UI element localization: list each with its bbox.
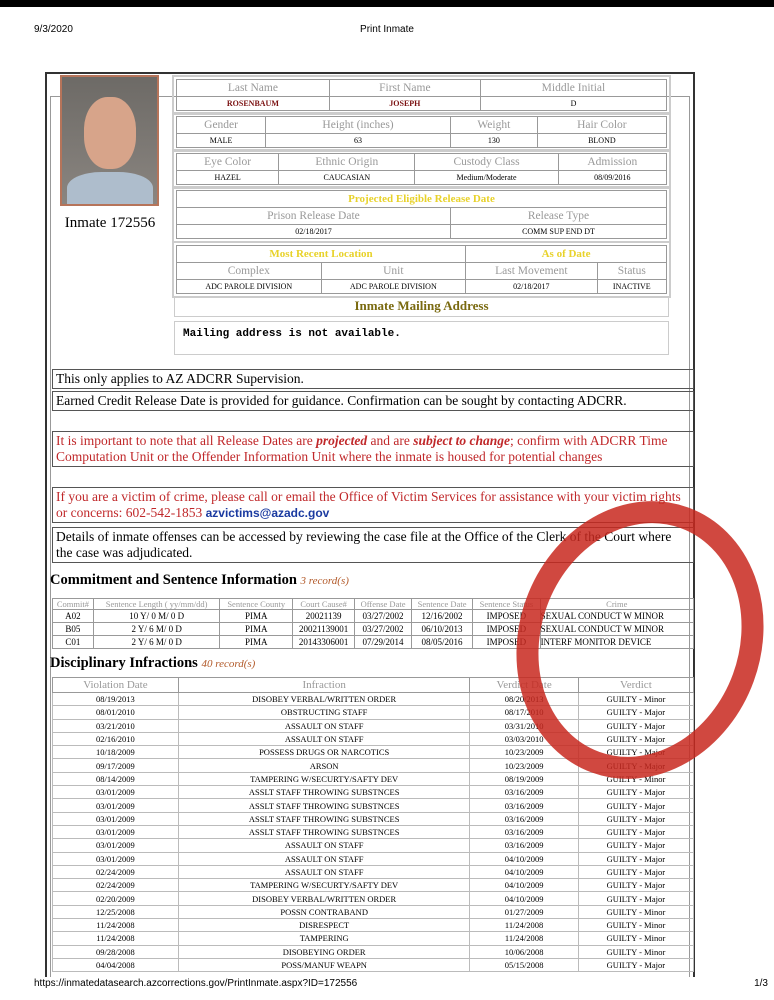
table-cell: OBSTRUCTING STAFF bbox=[178, 706, 470, 719]
table-cell: 20143306001 bbox=[293, 636, 355, 649]
table-cell: SEXUAL CONDUCT W MINOR bbox=[540, 623, 693, 636]
location-title: Most Recent Location bbox=[177, 246, 466, 263]
table-cell: GUILTY - Minor bbox=[578, 945, 693, 958]
table-cell: GUILTY - Minor bbox=[578, 932, 693, 945]
commitment-table bbox=[52, 598, 694, 649]
table-cell: 03/01/2009 bbox=[53, 839, 179, 852]
location-label: Complex bbox=[177, 263, 322, 280]
table-cell: TAMPERING W/SECURTY/SAFTY DEV bbox=[178, 879, 470, 892]
column-header: Sentence County bbox=[220, 599, 293, 610]
table-cell: POSSESS DRUGS OR NARCOTICS bbox=[178, 746, 470, 759]
location-label: Last Movement bbox=[466, 263, 598, 280]
release-table bbox=[172, 186, 671, 243]
table-cell: GUILTY - Minor bbox=[578, 693, 693, 706]
names-label: First Name bbox=[329, 80, 480, 97]
column-header: Crime bbox=[540, 599, 693, 610]
table-cell: 03/16/2009 bbox=[470, 825, 578, 838]
table-cell: 03/16/2009 bbox=[470, 799, 578, 812]
table-cell: 12/25/2008 bbox=[53, 905, 179, 918]
table-cell: 04/04/2008 bbox=[53, 958, 179, 971]
table-cell: ASSLT STAFF THROWING SUBSTNCES bbox=[178, 799, 470, 812]
release-title: Projected Eligible Release Date bbox=[177, 191, 667, 208]
table-cell: 20021139 bbox=[293, 610, 355, 623]
mailing-section bbox=[172, 295, 671, 357]
table-cell: C01 bbox=[53, 636, 94, 649]
table-cell: 07/29/2014 bbox=[355, 636, 412, 649]
physical-label: Height (inches) bbox=[266, 117, 451, 134]
table-row bbox=[53, 919, 694, 932]
footer-url: https://inmatedatasearch.azcorrections.gov/PrintInmate.aspx?ID=172556 bbox=[34, 978, 358, 989]
table-cell: 04/10/2009 bbox=[470, 852, 578, 865]
physical-value: 130 bbox=[450, 134, 537, 148]
table-cell: 11/24/2008 bbox=[470, 919, 578, 932]
infractions-heading: Disciplinary Infractions 40 record(s) bbox=[50, 655, 256, 671]
table-cell: IMPOSED bbox=[473, 636, 540, 649]
class-table bbox=[172, 149, 671, 189]
table-cell: GUILTY - Major bbox=[578, 812, 693, 825]
names-value: ROSENBAUM bbox=[177, 97, 330, 111]
class-label: Ethnic Origin bbox=[279, 154, 415, 171]
column-header: Verdict Date bbox=[470, 678, 578, 693]
class-label: Custody Class bbox=[415, 154, 558, 171]
table-cell: 10/18/2009 bbox=[53, 746, 179, 759]
table-cell: 08/20/2013 bbox=[470, 693, 578, 706]
table-cell: 04/10/2009 bbox=[470, 892, 578, 905]
table-cell: 03/27/2002 bbox=[355, 610, 412, 623]
table-cell: POSS/MANUF WEAPN bbox=[178, 958, 470, 971]
table-cell: ASSAULT ON STAFF bbox=[178, 719, 470, 732]
table-cell: 03/16/2009 bbox=[470, 839, 578, 852]
physical-label: Gender bbox=[177, 117, 266, 134]
release-value: 02/18/2017 bbox=[177, 225, 451, 239]
table-cell: 08/19/2013 bbox=[53, 693, 179, 706]
table-row bbox=[53, 746, 694, 759]
table-cell: 2 Y/ 6 M/ 0 D bbox=[93, 623, 220, 636]
table-cell: 08/17/2010 bbox=[470, 706, 578, 719]
table-cell: DISOBEY VERBAL/WRITTEN ORDER bbox=[178, 892, 470, 905]
table-cell: 09/28/2008 bbox=[53, 945, 179, 958]
location-value: ADC PAROLE DIVISION bbox=[321, 280, 466, 294]
table-cell: GUILTY - Major bbox=[578, 799, 693, 812]
table-cell: IMPOSED bbox=[473, 610, 540, 623]
table-row bbox=[53, 610, 694, 623]
table-cell: 10/06/2008 bbox=[470, 945, 578, 958]
table-cell: 04/10/2009 bbox=[470, 879, 578, 892]
table-cell: GUILTY - Major bbox=[578, 759, 693, 772]
location-label: Status bbox=[597, 263, 666, 280]
location-table bbox=[172, 241, 671, 298]
inmate-photo bbox=[60, 75, 159, 206]
class-value: 08/09/2016 bbox=[558, 171, 666, 185]
physical-value: BLOND bbox=[537, 134, 666, 148]
table-cell: 03/16/2009 bbox=[470, 812, 578, 825]
table-row bbox=[53, 945, 694, 958]
table-cell: POSSN CONTRABAND bbox=[178, 905, 470, 918]
table-cell: 02/16/2010 bbox=[53, 732, 179, 745]
table-cell: 11/24/2008 bbox=[53, 932, 179, 945]
table-cell: 08/19/2009 bbox=[470, 772, 578, 785]
table-cell: GUILTY - Major bbox=[578, 852, 693, 865]
table-cell: GUILTY - Minor bbox=[578, 905, 693, 918]
table-row bbox=[53, 786, 694, 799]
table-cell: PIMA bbox=[220, 610, 293, 623]
location-value: ADC PAROLE DIVISION bbox=[177, 280, 322, 294]
column-header: Commit# bbox=[53, 599, 94, 610]
table-row bbox=[53, 905, 694, 918]
mailing-address: Mailing address is not available. bbox=[174, 321, 669, 355]
release-label: Prison Release Date bbox=[177, 208, 451, 225]
table-cell: 12/16/2002 bbox=[411, 610, 472, 623]
column-header: Offense Date bbox=[355, 599, 412, 610]
table-cell: INTERF MONITOR DEVICE bbox=[540, 636, 693, 649]
supervision-note: This only applies to AZ ADCRR Supervision. bbox=[52, 369, 694, 389]
table-cell: 01/27/2009 bbox=[470, 905, 578, 918]
table-cell: SEXUAL CONDUCT W MINOR bbox=[540, 610, 693, 623]
table-cell: 2 Y/ 6 M/ 0 D bbox=[93, 636, 220, 649]
table-row bbox=[53, 636, 694, 649]
mailing-title: Inmate Mailing Address bbox=[174, 297, 669, 317]
page-number: 1/3 bbox=[754, 978, 768, 989]
table-cell: GUILTY - Major bbox=[578, 892, 693, 905]
table-cell: B05 bbox=[53, 623, 94, 636]
table-cell: GUILTY - Major bbox=[578, 719, 693, 732]
table-cell: 10/23/2009 bbox=[470, 759, 578, 772]
table-cell: 03/01/2009 bbox=[53, 812, 179, 825]
table-row bbox=[53, 732, 694, 745]
table-cell: DISOBEY VERBAL/WRITTEN ORDER bbox=[178, 693, 470, 706]
table-cell: TAMPERING bbox=[178, 932, 470, 945]
table-cell: 03/27/2002 bbox=[355, 623, 412, 636]
table-cell: ASSAULT ON STAFF bbox=[178, 865, 470, 878]
offense-details-note: Details of inmate offenses can be accessed by reviewing the case file at the Office of the Clerk of the Court where the case was adjudicated. bbox=[52, 527, 694, 563]
table-cell: ASSLT STAFF THROWING SUBSTNCES bbox=[178, 786, 470, 799]
table-cell: GUILTY - Minor bbox=[578, 772, 693, 785]
column-header: Sentence Status bbox=[473, 599, 540, 610]
column-header: Court Cause# bbox=[293, 599, 355, 610]
table-cell: IMPOSED bbox=[473, 623, 540, 636]
table-row bbox=[53, 852, 694, 865]
table-row bbox=[53, 958, 694, 971]
table-cell: 10 Y/ 0 M/ 0 D bbox=[93, 610, 220, 623]
top-bar bbox=[0, 0, 774, 7]
class-label: Admission bbox=[558, 154, 666, 171]
table-cell: ASSLT STAFF THROWING SUBSTNCES bbox=[178, 825, 470, 838]
table-cell: 08/14/2009 bbox=[53, 772, 179, 785]
release-label: Release Type bbox=[450, 208, 666, 225]
location-value: 02/18/2017 bbox=[466, 280, 598, 294]
table-cell: GUILTY - Major bbox=[578, 958, 693, 971]
victim-services-note: If you are a victim of crime, please call or email the Office of Victim Services for assistance with your victim rights or concerns: 602-542-1853 azvictims@azadc.gov bbox=[52, 487, 694, 523]
earned-credit-note: Earned Credit Release Date is provided for guidance. Confirmation can be sought by contacting ADCRR. bbox=[52, 391, 694, 411]
column-header: Sentence Date bbox=[411, 599, 472, 610]
table-cell: 03/21/2010 bbox=[53, 719, 179, 732]
names-value: D bbox=[480, 97, 666, 111]
table-row bbox=[53, 772, 694, 785]
physical-table bbox=[172, 112, 671, 152]
physical-label: Hair Color bbox=[537, 117, 666, 134]
commitment-heading: Commitment and Sentence Information 3 record(s) bbox=[50, 572, 349, 588]
table-cell: 08/01/2010 bbox=[53, 706, 179, 719]
table-cell: ASSLT STAFF THROWING SUBSTNCES bbox=[178, 812, 470, 825]
table-cell: 03/01/2009 bbox=[53, 786, 179, 799]
table-cell: 02/24/2009 bbox=[53, 865, 179, 878]
table-row bbox=[53, 799, 694, 812]
table-cell: 04/10/2009 bbox=[470, 865, 578, 878]
table-cell: 02/24/2009 bbox=[53, 879, 179, 892]
table-cell: 11/24/2008 bbox=[470, 932, 578, 945]
class-value: CAUCASIAN bbox=[279, 171, 415, 185]
infractions-table bbox=[52, 677, 694, 972]
physical-value: MALE bbox=[177, 134, 266, 148]
table-cell: ASSAULT ON STAFF bbox=[178, 839, 470, 852]
table-cell: ASSAULT ON STAFF bbox=[178, 852, 470, 865]
as-of-date-title: As of Date bbox=[466, 246, 667, 263]
table-cell: 09/17/2009 bbox=[53, 759, 179, 772]
physical-label: Weight bbox=[450, 117, 537, 134]
table-cell: 10/23/2009 bbox=[470, 746, 578, 759]
table-cell: DISOBEYING ORDER bbox=[178, 945, 470, 958]
table-cell: ASSAULT ON STAFF bbox=[178, 732, 470, 745]
table-cell: 08/05/2016 bbox=[411, 636, 472, 649]
table-cell: 11/24/2008 bbox=[53, 919, 179, 932]
location-value: INACTIVE bbox=[597, 280, 666, 294]
column-header: Sentence Length ( yy/mm/dd) bbox=[93, 599, 220, 610]
table-row bbox=[53, 839, 694, 852]
table-cell: GUILTY - Major bbox=[578, 786, 693, 799]
table-cell: GUILTY - Major bbox=[578, 706, 693, 719]
table-cell: ARSON bbox=[178, 759, 470, 772]
print-date: 9/3/2020 bbox=[34, 24, 73, 35]
names-table bbox=[172, 75, 671, 115]
physical-value: 63 bbox=[266, 134, 451, 148]
column-header: Verdict bbox=[578, 678, 693, 693]
inmate-number: Inmate 172556 bbox=[64, 215, 156, 231]
column-header: Infraction bbox=[178, 678, 470, 693]
release-dates-warning: It is important to note that all Release Dates are projected and are subject to change; confirm with ADCRR Time Computation Unit or the Offender Information Unit where the inmate is housed for potential changes bbox=[52, 431, 694, 467]
table-row bbox=[53, 706, 694, 719]
table-row bbox=[53, 623, 694, 636]
table-cell: GUILTY - Minor bbox=[578, 919, 693, 932]
names-label: Last Name bbox=[177, 80, 330, 97]
victim-email-link[interactable]: azvictims@azadc.gov bbox=[205, 506, 330, 520]
table-cell: GUILTY - Major bbox=[578, 732, 693, 745]
table-cell: 03/01/2009 bbox=[53, 825, 179, 838]
table-row bbox=[53, 693, 694, 706]
table-cell: 20021139001 bbox=[293, 623, 355, 636]
table-row bbox=[53, 879, 694, 892]
table-cell: TAMPERING W/SECURTY/SAFTY DEV bbox=[178, 772, 470, 785]
print-title: Print Inmate bbox=[360, 24, 414, 35]
table-cell: 03/01/2009 bbox=[53, 799, 179, 812]
table-cell: 03/01/2009 bbox=[53, 852, 179, 865]
table-row bbox=[53, 825, 694, 838]
table-cell: 06/10/2013 bbox=[411, 623, 472, 636]
names-label: Middle Initial bbox=[480, 80, 666, 97]
location-label: Unit bbox=[321, 263, 466, 280]
table-cell: 03/31/2010 bbox=[470, 719, 578, 732]
table-row bbox=[53, 892, 694, 905]
table-row bbox=[53, 719, 694, 732]
class-value: Medium/Moderate bbox=[415, 171, 558, 185]
names-value: JOSEPH bbox=[329, 97, 480, 111]
table-cell: PIMA bbox=[220, 623, 293, 636]
table-cell: GUILTY - Major bbox=[578, 879, 693, 892]
table-row bbox=[53, 865, 694, 878]
column-header: Violation Date bbox=[53, 678, 179, 693]
table-cell: GUILTY - Major bbox=[578, 839, 693, 852]
table-cell: GUILTY - Major bbox=[578, 865, 693, 878]
table-cell: 03/16/2009 bbox=[470, 786, 578, 799]
table-cell: 05/15/2008 bbox=[470, 958, 578, 971]
table-row bbox=[53, 812, 694, 825]
table-cell: 02/20/2009 bbox=[53, 892, 179, 905]
table-cell: 03/03/2010 bbox=[470, 732, 578, 745]
class-label: Eye Color bbox=[177, 154, 279, 171]
table-cell: GUILTY - Major bbox=[578, 825, 693, 838]
table-row bbox=[53, 932, 694, 945]
table-cell: DISRESPECT bbox=[178, 919, 470, 932]
release-value: COMM SUP END DT bbox=[450, 225, 666, 239]
table-cell: PIMA bbox=[220, 636, 293, 649]
table-row bbox=[53, 759, 694, 772]
table-cell: GUILTY - Major bbox=[578, 746, 693, 759]
class-value: HAZEL bbox=[177, 171, 279, 185]
table-cell: A02 bbox=[53, 610, 94, 623]
